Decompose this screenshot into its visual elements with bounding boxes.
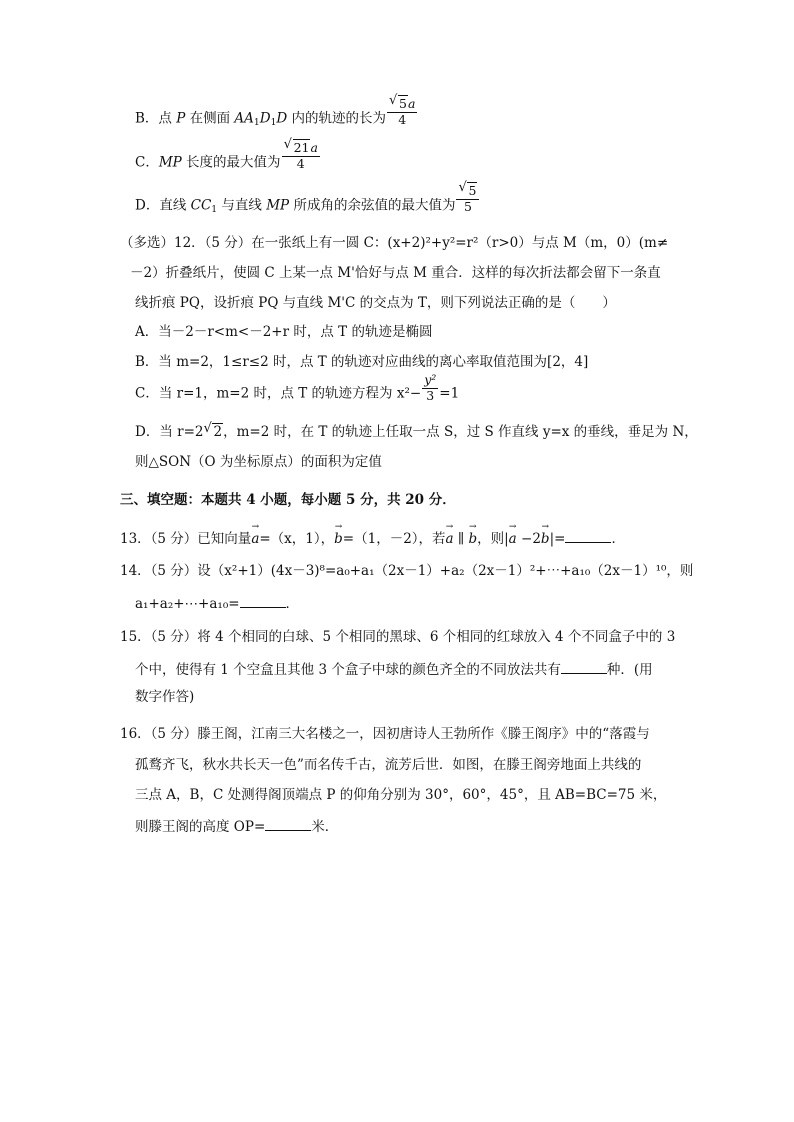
q16-line4: 则滕王阁的高度 OP= 米． xyxy=(135,819,339,835)
q15-line3: 数字作答) xyxy=(135,689,195,705)
fraction-y2-over-3: $\frac{\text{y²}}{3}$ xyxy=(424,372,437,403)
answer-blank xyxy=(240,596,286,608)
q14-line2: a₁+a₂+⋯+a₁₀= ． xyxy=(135,596,300,612)
q12-option-b: B．当 m=2，1≤r≤2 时，点 T 的轨迹对应曲线的离心率取值范围为[2，4] xyxy=(135,354,589,370)
q16-line3: 三点 A，B，C 处测得阁顶端点 P 的仰角分别为 30°，60°，45°，且 AB=BC=75 米， xyxy=(135,787,667,803)
q16-line1: 16．（5 分）滕王阁，江南三大名楼之一，因初唐诗人王勃所作《滕王阁序》中的“落霞与 xyxy=(120,726,650,742)
answer-blank xyxy=(561,662,607,674)
section-heading: 三、填空题：本题共 4 小题，每小题 5 分，共 20 分． xyxy=(120,492,456,508)
q12-line1: （多选）12．（5 分）在一张纸上有一圆 C：(x+2)²+y²=r²（r>0）与点 M（m，0）(m≠ xyxy=(120,235,669,251)
q13: 13．（5 分）已知向量→ a=（x，1），→ b=（1，－2），若→ a ∥ → b，则|→ a −2→ b|= ． xyxy=(120,531,625,547)
q11-option-b: B．点 P 在侧面 $AA_1D_1D$ 内的轨迹的长为 √ $\frac{5a}{4}$ xyxy=(135,112,418,127)
q11-option-d: D．直线 $CC_1$ 与直线 MP 所成角的余弦值的最大值为 √ $\frac{5}{5}$ xyxy=(135,199,480,214)
q12-option-a: A．当－2－r<m<－2+r 时，点 T 的轨迹是椭圆 xyxy=(135,324,433,340)
q12-line2: －2）折叠纸片，使圆 C 上某一点 M'恰好与点 M 重合．这样的每次折法都会留下一条直 xyxy=(130,265,661,281)
fraction-sqrt21a-over-4: √ $\frac{21a}{4}$ xyxy=(282,142,320,170)
q12-option-d-line2: 则△SON（O 为坐标原点）的面积为定值 xyxy=(135,454,382,470)
fraction-sqrt5a-over-4: √ $\frac{5a}{4}$ xyxy=(387,98,417,126)
q12-option-d: D．当 r=2√ 2，m=2 时，在 T 的轨迹上任取一点 S，过 S 作直线 y=x 的垂线，垂足为 N， xyxy=(135,426,698,440)
q16-line2: 孤鹜齐飞，秋水共长天一色”而名传千古，流芳后世．如图，在滕王阁旁地面上共线的 xyxy=(135,757,642,773)
q15-line1: 15．（5 分）将 4 个相同的白球、5 个相同的黑球、6 个相同的红球放入 4 个不同盒子中的 3 xyxy=(120,629,676,645)
q15-line2: 个中，使得有 1 个空盒且其他 3 个盒子中球的颜色齐全的不同放法共有 种．(用 xyxy=(135,662,653,678)
q11-option-c: C．MP 长度的最大值为 √ $\frac{21a}{4}$ xyxy=(135,156,321,170)
answer-blank xyxy=(565,531,611,543)
answer-blank xyxy=(265,819,311,831)
q12-line3: 线折痕 PQ，设折痕 PQ 与直线 M'C 的交点为 T，则下列说法正确的是（ ） xyxy=(135,295,616,311)
fraction-sqrt5-over-5: √ $\frac{5}{5}$ xyxy=(456,185,479,213)
q14-line1: 14．（5 分）设（x²+1）(4x－3)⁸=a₀+a₁（2x－1）+a₂（2x－1）²+⋯+a₁₀（2x－1）¹⁰，则 xyxy=(120,563,694,579)
q12-option-c: C．当 r=1，m=2 时，点 T 的轨迹方程为 x²− $\frac{\text{y²}}{3}$ =1 xyxy=(135,372,460,403)
